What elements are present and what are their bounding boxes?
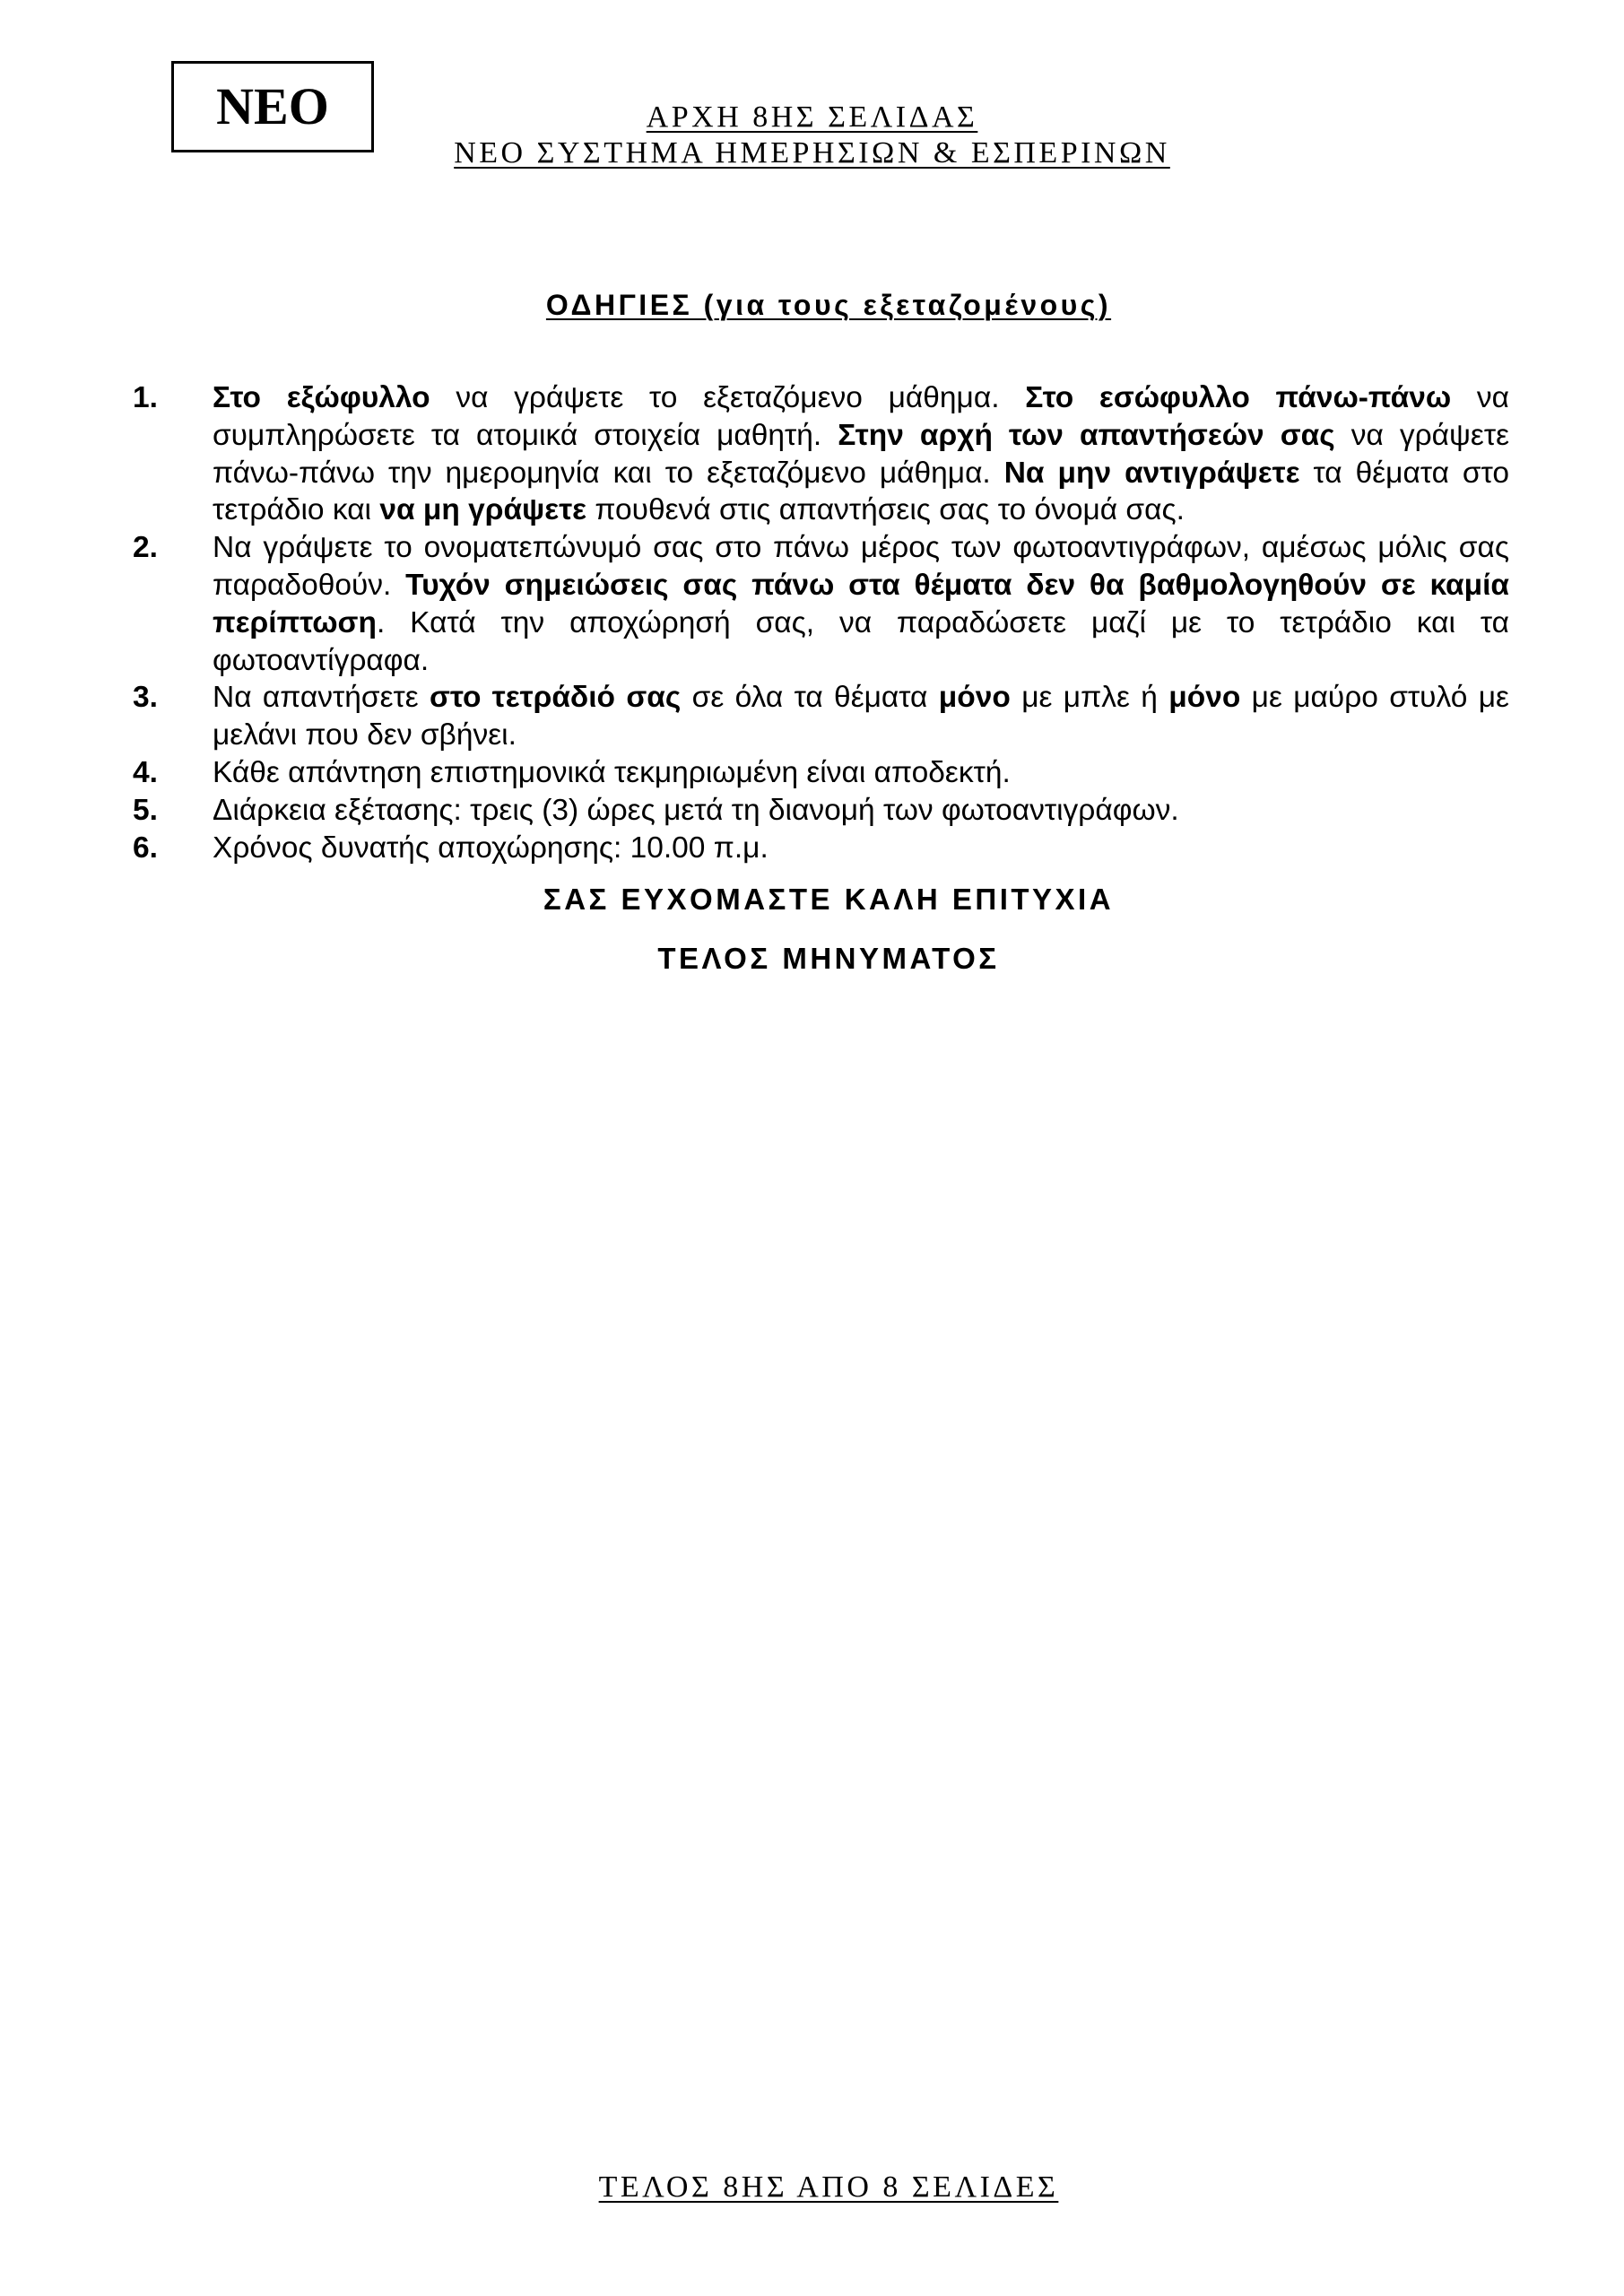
instruction-segment: να συμπληρώσετε τα ατομικά στοιχεία μαθητή. <box>213 381 1509 452</box>
instruction-text <box>213 679 1509 754</box>
instruction-text <box>213 529 1509 679</box>
page-footer: ΤΕΛΟΣ 8ΗΣ ΑΠΟ 8 ΣΕΛΙΔΕΣ <box>598 2170 1059 2204</box>
instruction-segment: σε όλα τα θέματα <box>681 681 939 715</box>
instruction-segment: . Κατά την αποχώρησή σας, να παραδώσετε μαζί με το τετράδιο και τα φωτοαντίγραφα. <box>213 605 1509 677</box>
instructions-title-text: ΟΔΗΓΙΕΣ (για τους εξεταζομένους) <box>545 289 1112 321</box>
instruction-segment: Κάθε απάντηση επιστημονικά τεκμηριωμένη είναι αποδεκτή. <box>213 755 1011 789</box>
instruction-item <box>133 529 1509 679</box>
instruction-text <box>213 830 1509 867</box>
instruction-segment: τα θέματα στο τετράδιο και <box>213 456 1509 527</box>
page-header-start: ΑΡΧΗ 8ΗΣ ΣΕΛΙΔΑΣ <box>646 100 978 134</box>
instruction-text <box>213 379 1509 529</box>
instruction-segment: να γράψετε πάνω-πάνω την ημερομηνία και το εξεταζόμενο μάθημα. <box>213 418 1510 490</box>
instruction-emphasis: μόνο <box>938 681 1011 715</box>
end-of-message: ΤΕΛΟΣ ΜΗΝΥΜΑΤΟΣ <box>657 942 1000 975</box>
instruction-segment: με μαύρο στυλό με μελάνι που δεν σβήνει. <box>213 681 1509 752</box>
instruction-item <box>133 379 1509 529</box>
instruction-number: 3. <box>133 681 158 715</box>
instruction-item <box>133 679 1509 754</box>
instruction-number: 5. <box>133 793 158 827</box>
instruction-text <box>213 754 1509 792</box>
instruction-emphasis: Στο εσώφυλλο πάνω-πάνω <box>1025 381 1452 414</box>
closing-wish: ΣΑΣ ΕΥΧΟΜΑΣΤΕ ΚΑΛΗ ΕΠΙΤΥΧΙΑ <box>543 883 1115 916</box>
instruction-segment: να γράψετε το εξεταζόμενο μάθημα. <box>430 381 1026 414</box>
instruction-number: 6. <box>133 831 158 865</box>
instruction-segment: Χρόνος δυνατής αποχώρησης: 10.00 π.μ. <box>213 831 769 865</box>
instruction-emphasis: μόνο <box>1168 681 1241 715</box>
page-header-system: ΝΕΟ ΣΥΣΤΗΜΑ ΗΜΕΡΗΣΙΩΝ & ΕΣΠΕΡΙΝΩΝ <box>454 136 1170 170</box>
instruction-emphasis: να μη γράψετε <box>379 493 587 527</box>
instruction-number: 2. <box>133 531 158 565</box>
instruction-number: 4. <box>133 755 158 789</box>
instruction-number: 1. <box>133 381 158 414</box>
instruction-emphasis: Να μην αντιγράψετε <box>1003 456 1300 490</box>
instruction-segment: Να γράψετε το ονοματεπώνυμό σας στο πάνω μέρος των φωτοαντιγράφων, αμέσως μόλις σας παραδοθούν. <box>213 531 1509 602</box>
instruction-segment: πουθενά στις απαντήσεις σας το όνομά σας. <box>586 493 1185 527</box>
instructions-list <box>133 379 1509 866</box>
instructions-title <box>0 289 1624 322</box>
instruction-item <box>133 792 1509 830</box>
instruction-segment: Διάρκεια εξέτασης: τρεις (3) ώρες μετά τη διανομή των φωτοαντιγράφων. <box>213 793 1179 827</box>
instruction-emphasis: Τυχόν σημειώσεις σας πάνω στα θέματα δεν θα βαθμολογηθούν σε καμία περίπτωση <box>213 568 1510 639</box>
instruction-text <box>213 792 1509 830</box>
instruction-emphasis: Στο εξώφυλλο <box>213 381 430 414</box>
instruction-emphasis: στο τετράδιό σας <box>430 681 682 715</box>
instruction-segment: Να απαντήσετε <box>213 681 430 715</box>
instruction-emphasis: Στην αρχή των απαντήσεών σας <box>838 418 1335 452</box>
instruction-item <box>133 830 1509 867</box>
instruction-segment: με μπλε ή <box>1010 681 1169 715</box>
neo-badge: ΝΕΟ <box>171 61 374 152</box>
instruction-item <box>133 754 1509 792</box>
